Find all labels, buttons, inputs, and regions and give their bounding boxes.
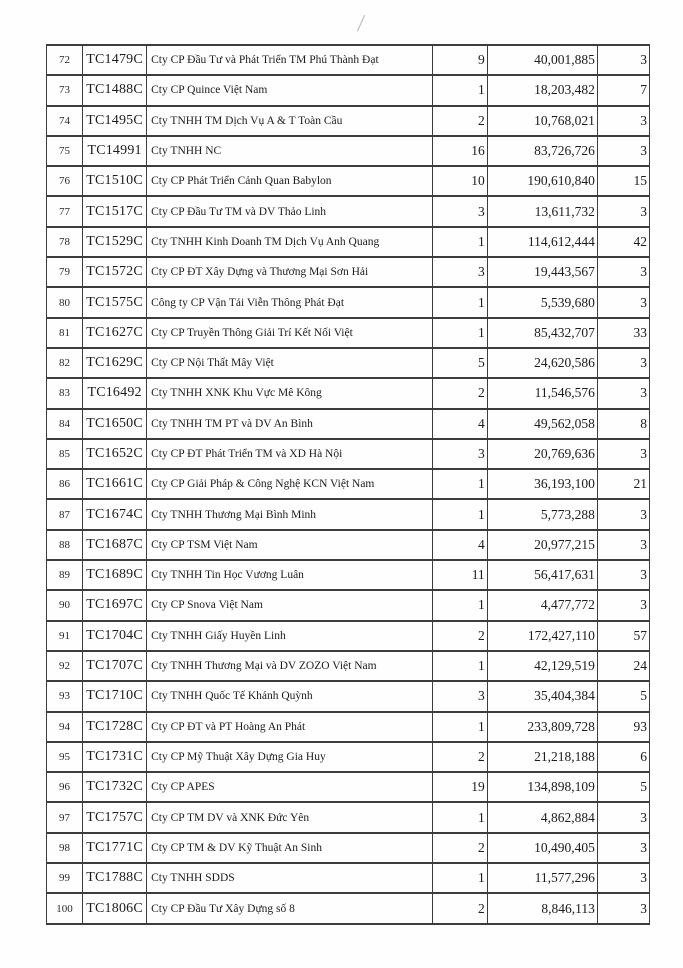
- table-row: [47, 106, 650, 136]
- row-number-cell: 87: [47, 499, 83, 529]
- amount-cell: 114,612,444: [487, 227, 597, 257]
- amount-cell: 10,490,405: [487, 833, 597, 863]
- code-cell: TC1629C: [83, 348, 147, 378]
- quantity-cell: 1: [432, 318, 487, 348]
- company-name-cell: Cty TNHH TM Dịch Vụ A & T Toàn Cầu: [147, 106, 432, 136]
- company-name-cell: Cty CP ĐT và PT Hoàng An Phát: [147, 712, 432, 742]
- company-name-cell: Cty TNHH NC: [147, 136, 432, 166]
- table-row: [47, 469, 650, 499]
- company-name-cell: Cty CP Đầu Tư Xây Dựng số 8: [147, 893, 432, 924]
- quantity-cell: 2: [432, 893, 487, 924]
- company-name-cell: Cty CP Snova Việt Nam: [147, 590, 432, 620]
- amount-cell: 36,193,100: [487, 469, 597, 499]
- amount-cell: 11,546,576: [487, 378, 597, 408]
- code-cell: TC1697C: [83, 590, 147, 620]
- amount-cell: 172,427,110: [487, 621, 597, 651]
- company-name-cell: Cty CP ĐT Xây Dựng và Thương Mại Sơn Hải: [147, 257, 432, 287]
- company-name-cell: Cty CP Nội Thất Mây Việt: [147, 348, 432, 378]
- amount-cell: 13,611,732: [487, 196, 597, 226]
- quantity-cell: 3: [432, 439, 487, 469]
- quantity-cell: 2: [432, 621, 487, 651]
- row-number-cell: 72: [47, 45, 83, 75]
- company-table: [46, 44, 650, 925]
- company-name-cell: Cty CP TSM Việt Nam: [147, 530, 432, 560]
- row-number-cell: 80: [47, 287, 83, 317]
- count-cell: 3: [597, 530, 649, 560]
- quantity-cell: 3: [432, 196, 487, 226]
- code-cell: TC1732C: [83, 772, 147, 802]
- table-row: [47, 409, 650, 439]
- quantity-cell: 1: [432, 863, 487, 893]
- count-cell: 5: [597, 772, 649, 802]
- table-row: [47, 75, 650, 105]
- company-name-cell: Cty TNHH Thương Mại và DV ZOZO Việt Nam: [147, 651, 432, 681]
- company-name-cell: Cty CP Giải Pháp & Công Nghệ KCN Việt Nam: [147, 469, 432, 499]
- quantity-cell: 1: [432, 499, 487, 529]
- row-number-cell: 92: [47, 651, 83, 681]
- slash-mark: /: [356, 11, 366, 37]
- table-row: [47, 712, 650, 742]
- count-cell: 7: [597, 75, 649, 105]
- company-name-cell: Cty CP APES: [147, 772, 432, 802]
- row-number-cell: 75: [47, 136, 83, 166]
- quantity-cell: 1: [432, 75, 487, 105]
- quantity-cell: 16: [432, 136, 487, 166]
- count-cell: 15: [597, 166, 649, 196]
- table-row: [47, 378, 650, 408]
- row-number-cell: 81: [47, 318, 83, 348]
- company-name-cell: Cty TNHH Giấy Huyền Linh: [147, 621, 432, 651]
- table-row: [47, 590, 650, 620]
- amount-cell: 5,773,288: [487, 499, 597, 529]
- amount-cell: 83,726,726: [487, 136, 597, 166]
- count-cell: 3: [597, 560, 649, 590]
- count-cell: 3: [597, 136, 649, 166]
- code-cell: TC1806C: [83, 893, 147, 924]
- table-row: [47, 45, 650, 75]
- code-cell: TC1661C: [83, 469, 147, 499]
- code-cell: TC1757C: [83, 802, 147, 832]
- table-row: [47, 742, 650, 772]
- company-name-cell: Công ty CP Vận Tải Viễn Thông Phát Đạt: [147, 287, 432, 317]
- row-number-cell: 94: [47, 712, 83, 742]
- code-cell: TC1572C: [83, 257, 147, 287]
- row-number-cell: 93: [47, 681, 83, 711]
- table-row: [47, 651, 650, 681]
- count-cell: 6: [597, 742, 649, 772]
- company-name-cell: Cty CP TM DV và XNK Đức Yên: [147, 802, 432, 832]
- count-cell: 5: [597, 681, 649, 711]
- table-row: [47, 621, 650, 651]
- amount-cell: 42,129,519: [487, 651, 597, 681]
- code-cell: TC14991: [83, 136, 147, 166]
- count-cell: 3: [597, 196, 649, 226]
- table-row: [47, 166, 650, 196]
- code-cell: TC1687C: [83, 530, 147, 560]
- table-row: [47, 227, 650, 257]
- table-row: [47, 863, 650, 893]
- row-number-cell: 79: [47, 257, 83, 287]
- quantity-cell: 4: [432, 409, 487, 439]
- code-cell: TC1495C: [83, 106, 147, 136]
- quantity-cell: 2: [432, 742, 487, 772]
- count-cell: 42: [597, 227, 649, 257]
- amount-cell: 56,417,631: [487, 560, 597, 590]
- quantity-cell: 2: [432, 106, 487, 136]
- row-number-cell: 96: [47, 772, 83, 802]
- count-cell: 57: [597, 621, 649, 651]
- company-name-cell: Cty CP Đầu Tư và Phát Triển TM Phú Thành Đạt: [147, 45, 432, 75]
- amount-cell: 11,577,296: [487, 863, 597, 893]
- code-cell: TC1710C: [83, 681, 147, 711]
- quantity-cell: 11: [432, 560, 487, 590]
- count-cell: 3: [597, 348, 649, 378]
- amount-cell: 18,203,482: [487, 75, 597, 105]
- table-row: [47, 439, 650, 469]
- amount-cell: 10,768,021: [487, 106, 597, 136]
- table-row: [47, 560, 650, 590]
- table-row: [47, 287, 650, 317]
- row-number-cell: 78: [47, 227, 83, 257]
- code-cell: TC1517C: [83, 196, 147, 226]
- amount-cell: 40,001,885: [487, 45, 597, 75]
- amount-cell: 134,898,109: [487, 772, 597, 802]
- quantity-cell: 1: [432, 287, 487, 317]
- row-number-cell: 74: [47, 106, 83, 136]
- count-cell: 33: [597, 318, 649, 348]
- amount-cell: 5,539,680: [487, 287, 597, 317]
- count-cell: 3: [597, 893, 649, 924]
- company-name-cell: Cty TNHH Thương Mại Bình Minh: [147, 499, 432, 529]
- amount-cell: 233,809,728: [487, 712, 597, 742]
- code-cell: TC1728C: [83, 712, 147, 742]
- company-name-cell: Cty TNHH Tin Học Vương Luân: [147, 560, 432, 590]
- company-name-cell: Cty CP Truyền Thông Giải Trí Kết Nối Việt: [147, 318, 432, 348]
- row-number-cell: 90: [47, 590, 83, 620]
- amount-cell: 85,432,707: [487, 318, 597, 348]
- count-cell: 8: [597, 409, 649, 439]
- company-name-cell: Cty TNHH XNK Khu Vực Mê Kông: [147, 378, 432, 408]
- table-row: [47, 802, 650, 832]
- row-number-cell: 91: [47, 621, 83, 651]
- count-cell: 3: [597, 287, 649, 317]
- count-cell: 3: [597, 378, 649, 408]
- quantity-cell: 1: [432, 651, 487, 681]
- count-cell: 3: [597, 863, 649, 893]
- count-cell: 3: [597, 106, 649, 136]
- amount-cell: 4,477,772: [487, 590, 597, 620]
- row-number-cell: 73: [47, 75, 83, 105]
- count-cell: 3: [597, 802, 649, 832]
- row-number-cell: 85: [47, 439, 83, 469]
- quantity-cell: 2: [432, 378, 487, 408]
- table-row: [47, 499, 650, 529]
- quantity-cell: 19: [432, 772, 487, 802]
- code-cell: TC1575C: [83, 287, 147, 317]
- quantity-cell: 1: [432, 469, 487, 499]
- code-cell: TC1704C: [83, 621, 147, 651]
- code-cell: TC1674C: [83, 499, 147, 529]
- quantity-cell: 4: [432, 530, 487, 560]
- count-cell: 93: [597, 712, 649, 742]
- row-number-cell: 99: [47, 863, 83, 893]
- count-cell: 3: [597, 499, 649, 529]
- row-number-cell: 84: [47, 409, 83, 439]
- quantity-cell: 3: [432, 257, 487, 287]
- code-cell: TC1652C: [83, 439, 147, 469]
- row-number-cell: 97: [47, 802, 83, 832]
- count-cell: 3: [597, 833, 649, 863]
- row-number-cell: 76: [47, 166, 83, 196]
- count-cell: 3: [597, 439, 649, 469]
- quantity-cell: 3: [432, 681, 487, 711]
- code-cell: TC1510C: [83, 166, 147, 196]
- amount-cell: 190,610,840: [487, 166, 597, 196]
- quantity-cell: 1: [432, 227, 487, 257]
- company-name-cell: Cty CP Phát Triển Cảnh Quan Babylon: [147, 166, 432, 196]
- code-cell: TC1707C: [83, 651, 147, 681]
- row-number-cell: 86: [47, 469, 83, 499]
- amount-cell: 20,977,215: [487, 530, 597, 560]
- code-cell: TC1731C: [83, 742, 147, 772]
- quantity-cell: 9: [432, 45, 487, 75]
- company-name-cell: Cty TNHH TM PT và DV An Bình: [147, 409, 432, 439]
- row-number-cell: 82: [47, 348, 83, 378]
- code-cell: TC1529C: [83, 227, 147, 257]
- table-row: [47, 257, 650, 287]
- count-cell: 3: [597, 590, 649, 620]
- table-row: [47, 318, 650, 348]
- code-cell: TC1488C: [83, 75, 147, 105]
- company-name-cell: Cty CP Quince Việt Nam: [147, 75, 432, 105]
- row-number-cell: 89: [47, 560, 83, 590]
- table-row: [47, 196, 650, 226]
- code-cell: TC1627C: [83, 318, 147, 348]
- row-number-cell: 83: [47, 378, 83, 408]
- company-table-body: [47, 45, 650, 924]
- row-number-cell: 95: [47, 742, 83, 772]
- quantity-cell: 10: [432, 166, 487, 196]
- table-row: [47, 136, 650, 166]
- count-cell: 21: [597, 469, 649, 499]
- table-row: [47, 833, 650, 863]
- quantity-cell: 1: [432, 590, 487, 620]
- amount-cell: 8,846,113: [487, 893, 597, 924]
- company-name-cell: Cty CP Mỹ Thuật Xây Dựng Gia Huy: [147, 742, 432, 772]
- table-row: [47, 681, 650, 711]
- company-name-cell: Cty TNHH Kinh Doanh TM Dịch Vụ Anh Quang: [147, 227, 432, 257]
- company-name-cell: Cty CP Đầu Tư TM và DV Thảo Linh: [147, 196, 432, 226]
- amount-cell: 35,404,384: [487, 681, 597, 711]
- company-name-cell: Cty TNHH Quốc Tế Khánh Quỳnh: [147, 681, 432, 711]
- company-name-cell: Cty TNHH SDDS: [147, 863, 432, 893]
- company-name-cell: Cty CP ĐT Phát Triển TM và XD Hà Nội: [147, 439, 432, 469]
- count-cell: 3: [597, 45, 649, 75]
- count-cell: 24: [597, 651, 649, 681]
- code-cell: TC1771C: [83, 833, 147, 863]
- table-row: [47, 530, 650, 560]
- table-row: [47, 772, 650, 802]
- table-row: [47, 893, 650, 924]
- code-cell: TC16492: [83, 378, 147, 408]
- code-cell: TC1479C: [83, 45, 147, 75]
- amount-cell: 4,862,884: [487, 802, 597, 832]
- row-number-cell: 100: [47, 893, 83, 924]
- row-number-cell: 98: [47, 833, 83, 863]
- amount-cell: 49,562,058: [487, 409, 597, 439]
- amount-cell: 20,769,636: [487, 439, 597, 469]
- code-cell: TC1650C: [83, 409, 147, 439]
- table-row: [47, 348, 650, 378]
- amount-cell: 19,443,567: [487, 257, 597, 287]
- company-name-cell: Cty CP TM & DV Kỹ Thuật An Sinh: [147, 833, 432, 863]
- quantity-cell: 1: [432, 802, 487, 832]
- row-number-cell: 77: [47, 196, 83, 226]
- quantity-cell: 5: [432, 348, 487, 378]
- count-cell: 3: [597, 257, 649, 287]
- row-number-cell: 88: [47, 530, 83, 560]
- quantity-cell: 1: [432, 712, 487, 742]
- quantity-cell: 2: [432, 833, 487, 863]
- amount-cell: 21,218,188: [487, 742, 597, 772]
- code-cell: TC1788C: [83, 863, 147, 893]
- amount-cell: 24,620,586: [487, 348, 597, 378]
- code-cell: TC1689C: [83, 560, 147, 590]
